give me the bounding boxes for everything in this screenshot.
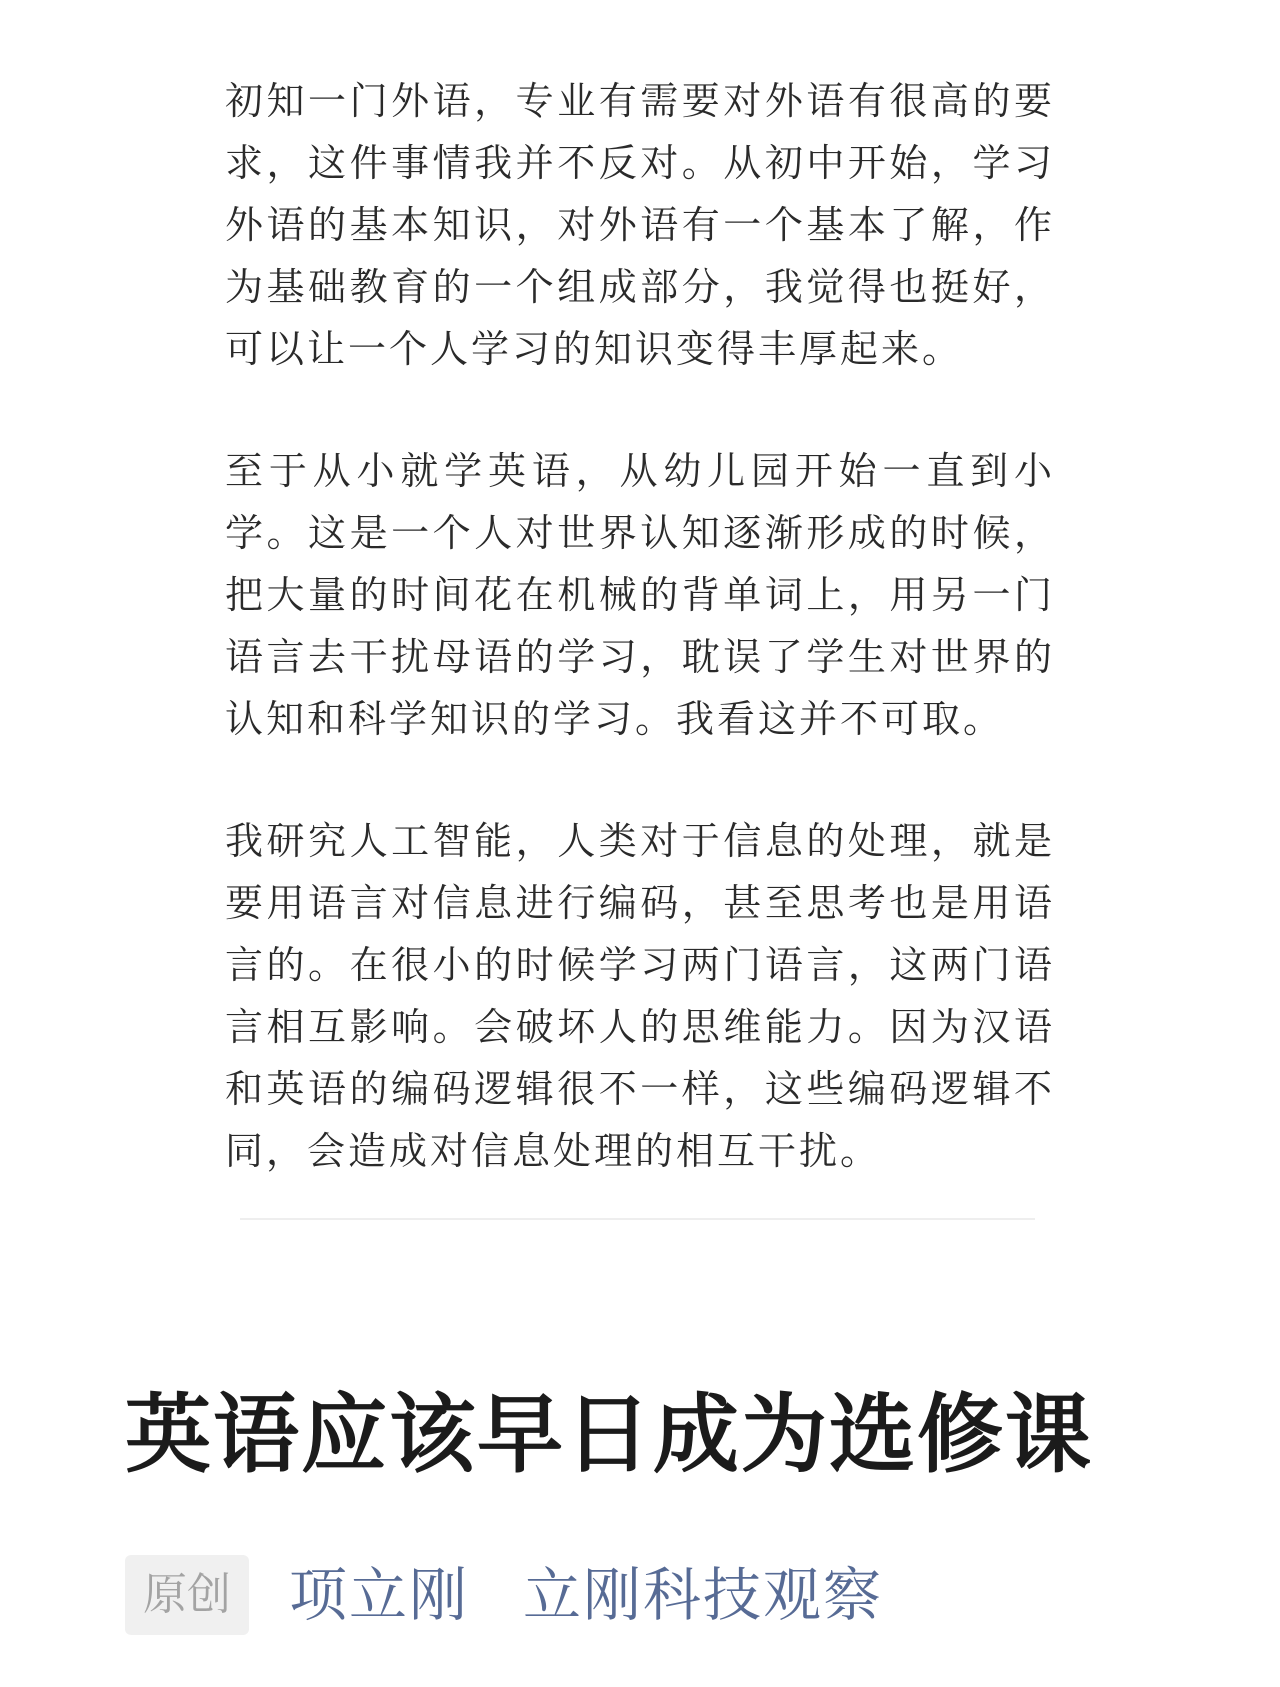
author-link[interactable]: 项立刚: [289, 1561, 470, 1629]
account-link[interactable]: 立刚科技观察: [523, 1561, 884, 1629]
article-byline: [125, 1555, 883, 1635]
paragraph-1: 初知一门外语，专业有需要对外语有很高的要求，这件事情我并不反对。从初中开始，学习外语的基本知识，对外语有一个基本了解，作为基础教育的一个组成部分，我觉得也挺好，可以让一个人学习的知识变得丰厚起来。: [225, 79, 1055, 371]
paragraph-2: 至于从小就学英语，从幼儿园开始一直到小学。这是一个人对世界认知逐渐形成的时候，把大量的时间花在机械的背单词上，用另一门语言去干扰母语的学习，耽误了学生对世界的认知和科学知识的学习。我看这并不可取。: [225, 449, 1055, 741]
article-title: 英语应该早日成为选修课: [125, 1385, 1093, 1485]
original-badge: 原创: [125, 1555, 249, 1635]
article-excerpt: [225, 70, 1055, 1242]
paragraph-3: 我研究人工智能，人类对于信息的处理，就是要用语言对信息进行编码，甚至思考也是用语言的。在很小的时候学习两门语言，这两门语言相互影响。会破坏人的思维能力。因为汉语和英语的编码逻辑很不一样，这些编码逻辑不同，会造成对信息处理的相互干扰。: [225, 819, 1055, 1173]
section-divider: [240, 1218, 1035, 1220]
